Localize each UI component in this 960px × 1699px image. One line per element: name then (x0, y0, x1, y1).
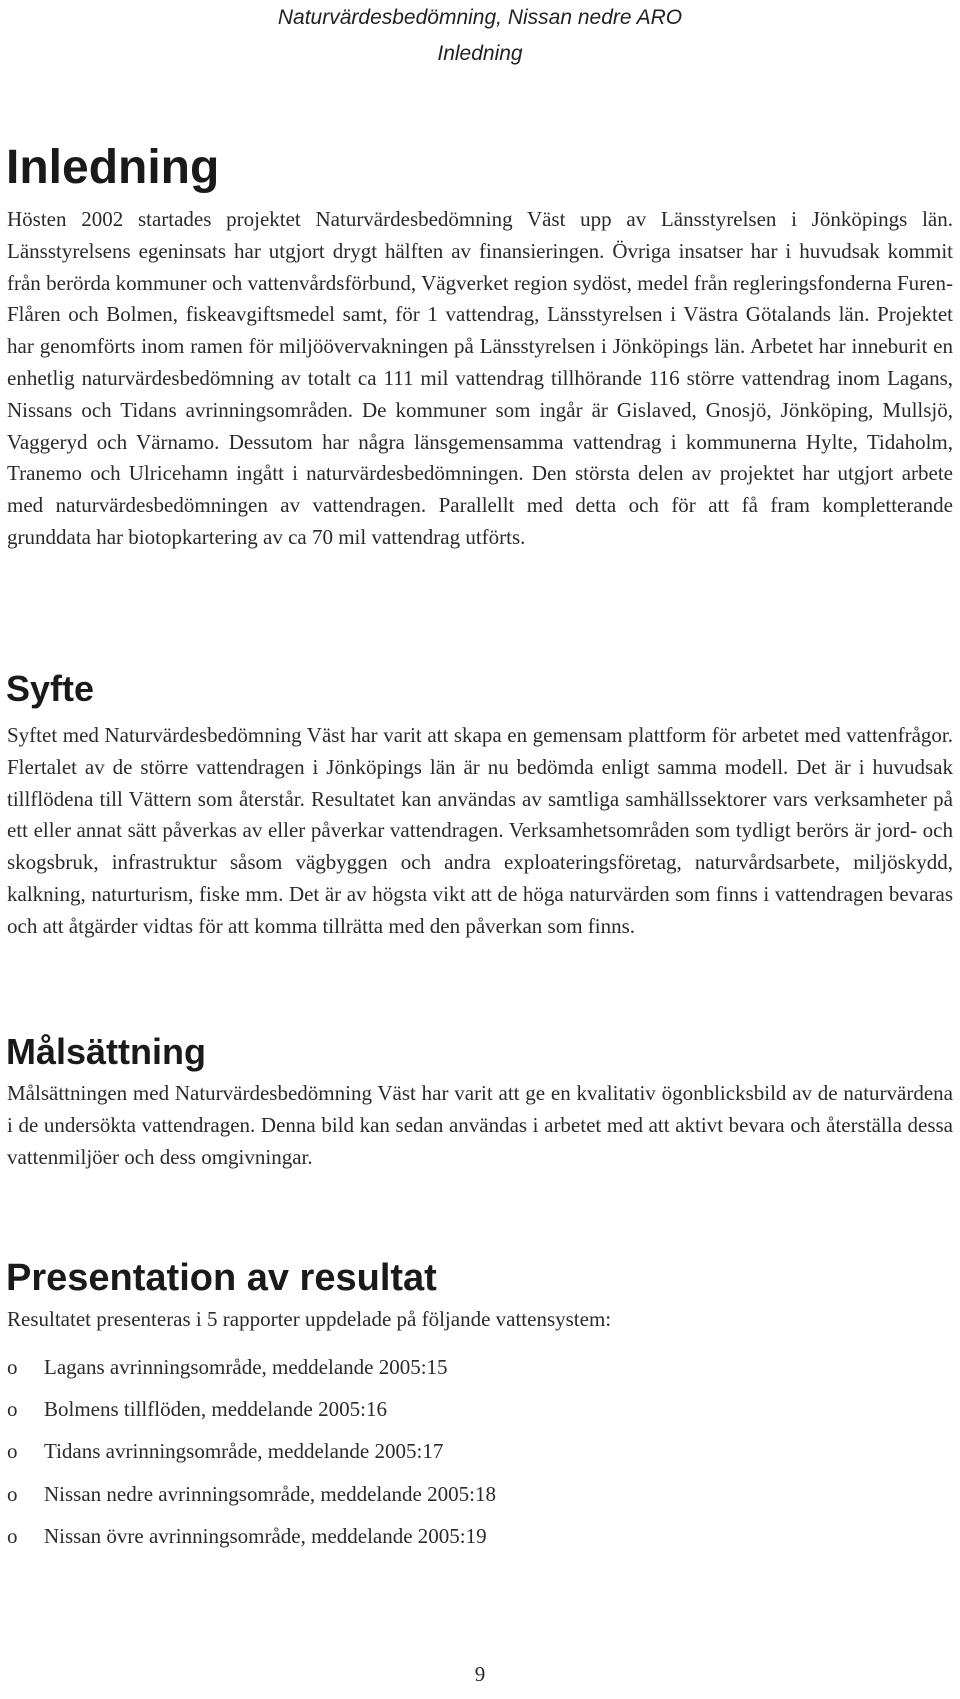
section-title: Inledning (437, 42, 523, 65)
bullet-marker: o (7, 1481, 18, 1506)
list-item (7, 1430, 496, 1472)
bullet-marker: o (7, 1439, 18, 1464)
bullet-marker: o (7, 1355, 18, 1379)
list-item (7, 1515, 496, 1557)
heading-presentation: Presentation av resultat (6, 1257, 437, 1299)
list-item-text: Lagans avrinningsområde, meddelande 2005:15 (44, 1355, 448, 1379)
report-list (7, 1346, 496, 1557)
page-number: 9 (474, 1662, 486, 1686)
list-item (7, 1473, 496, 1515)
list-item (7, 1388, 496, 1430)
list-item-text: Nissan nedre avrinningsområde, meddelande 2005:18 (44, 1481, 496, 1506)
document-title: Naturvärdesbedömning, Nissan nedre ARO (277, 6, 683, 29)
list-item-text: Nissan övre avrinningsområde, meddelande 2005:19 (44, 1523, 487, 1548)
list-item (7, 1346, 496, 1388)
paragraph-syfte: Syftet med Naturvärdesbedömning Väst har varit att skapa en gemensam plattform för arbetet med vattenfrågor. Flertalet av de större vattendragen i Jönköpings län är nu bedömda enligt samma modell. Det är i huvudsak tillflödena till Vättern som återstår. Resultatet kan användas av samtliga samhällssektorer vars verksamheter på ett eller annat sätt påverkas av eller påverkar vattendragen. Verksamhetsområden som tydligt berörs är jord- och skogsbruk, infrastruktur såsom vägbyggen och andra exploateringsföretag, naturvårdsarbete, miljöskydd, kalkning, naturturism, fiske mm. Det är av högsta vikt att de höga naturvärden som finns i vattendragen bevaras och att åtgärder vidtas för att komma tillrätta med den påverkan som finns. (7, 723, 953, 938)
running-header (0, 0, 960, 72)
heading-inledning: Inledning (6, 141, 220, 194)
bullet-marker: o (7, 1397, 18, 1422)
paragraph-presentation-intro: Resultatet presenteras i 5 rapporter uppdelade på följande vattensystem: (7, 1307, 612, 1331)
heading-syfte: Syfte (6, 668, 95, 709)
list-item-text: Bolmens tillflöden, meddelande 2005:16 (44, 1397, 387, 1422)
bullet-marker: o (7, 1523, 18, 1548)
paragraph-inledning: Hösten 2002 startades projektet Naturvärdesbedömning Väst upp av Länsstyrelsen i Jönköpings län. Länsstyrelsens egeninsats har utgjort drygt hälften av finansieringen. Övriga insatser har i huvudsak kommit från berörda kommuner och vattenvårdsförbund, Vägverket region sydöst, medel från regleringsfonderna Furen-Flåren och Bolmen, fiskeavgiftsmedel samt, för 1 vattendrag, Länsstyrelsen i Västra Götalands län. Projektet har genomförts inom ramen för miljöövervakningen på Länsstyrelsen i Jönköpings län. Arbetet har inneburit en enhetlig naturvärdesbedömning av totalt ca 111 mil vattendrag tillhörande 116 större vattendrag inom Lagans, Nissans och Tidans avrinningsområden. De kommuner som ingår är Gislaved, Gnosjö, Jönköping, Mullsjö, Vaggeryd och Värnamo. Dessutom har några länsgemensamma vattendrag i kommunerna Hylte, Tidaholm, Tranemo och Ulricehamn ingått i naturvärdesbedömningen. Den största delen av projektet har utgjort arbete med naturvärdesbedömningen av vattendragen. Parallellt med detta och för att få fram kompletterande grunddata har biotopkartering av ca 70 mil vattendrag utförts. (7, 207, 953, 549)
paragraph-malsattning: Målsättningen med Naturvärdesbedömning Väst har varit att ge en kvalitativ ögonblicksbild av de naturvärdena i de undersökta vattendragen. Denna bild kan sedan användas i arbetet med att aktivt bevara och återställa dessa vattenmiljöer och dess omgivningar. (7, 1081, 953, 1169)
heading-malsattning: Målsättning (6, 1031, 207, 1072)
list-item-text: Tidans avrinningsområde, meddelande 2005:17 (44, 1439, 444, 1464)
